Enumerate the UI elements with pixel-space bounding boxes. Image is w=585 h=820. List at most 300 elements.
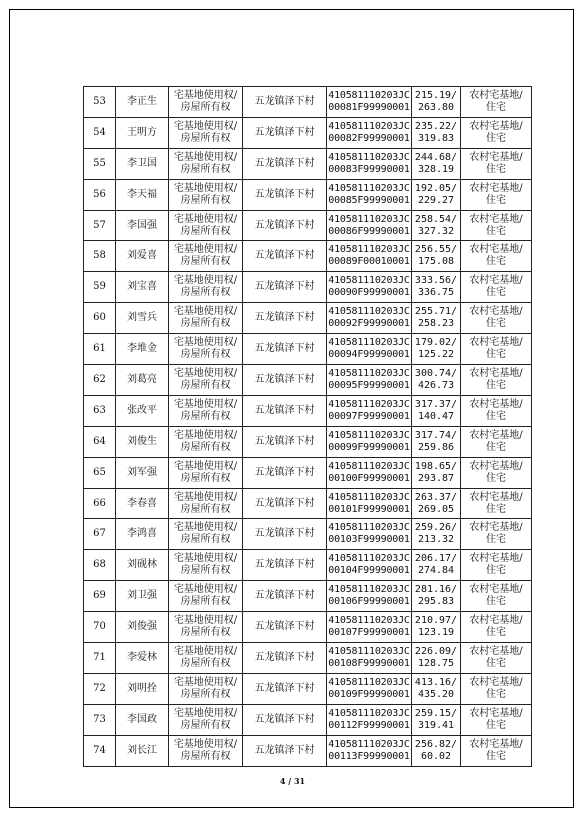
table-row: [84, 334, 532, 365]
right-type-cell-line: 房屋所有权: [180, 441, 231, 453]
row-number-cell: 71: [84, 643, 116, 674]
unit-code-cell-line: 00083F99990001: [328, 163, 410, 175]
owner-name-cell: 李鸿喜: [116, 519, 169, 550]
location-cell: 五龙镇泽下村: [243, 673, 327, 704]
unit-code-cell-line: 00109F99990001: [328, 688, 410, 700]
land-use-cell-line: 住宅: [486, 750, 506, 762]
unit-code-cell-line: 00099F99990001: [328, 441, 410, 453]
unit-code-cell-line: 410581110203JC: [328, 244, 410, 256]
unit-code-cell-line: 410581110203JC: [328, 645, 410, 657]
owner-name-cell: 刘军强: [116, 457, 169, 488]
land-use-cell-line: 住宅: [486, 101, 506, 113]
land-use-cell: [461, 735, 532, 766]
table-row: [84, 488, 532, 519]
table-row: [84, 735, 532, 766]
right-type-cell-line: 房屋所有权: [180, 596, 231, 608]
land-use-cell-line: 农村宅基地/: [469, 460, 523, 472]
unit-code-cell-line: 410581110203JC: [328, 584, 410, 596]
location-cell: 五龙镇泽下村: [243, 457, 327, 488]
area-cell-line: 274.84: [417, 565, 455, 577]
area-cell-line: 259.86: [417, 441, 455, 453]
unit-code-cell-line: 410581110203JC: [328, 398, 410, 410]
area-cell-line: 281.16/: [414, 584, 458, 596]
location-cell: 五龙镇泽下村: [243, 210, 327, 241]
owner-name-cell: 李卫国: [116, 148, 169, 179]
unit-code-cell-line: 410581110203JC: [328, 367, 410, 379]
land-use-cell-line: 住宅: [486, 410, 506, 422]
area-cell-line: 327.32: [417, 225, 455, 237]
land-use-cell-line: 农村宅基地/: [469, 275, 523, 287]
right-type-cell: [169, 673, 243, 704]
unit-code-cell-line: 00081F99990001: [328, 101, 410, 113]
location-cell: 五龙镇泽下村: [243, 303, 327, 334]
table-row: [84, 457, 532, 488]
area-cell: [412, 117, 461, 148]
location-cell: 五龙镇泽下村: [243, 612, 327, 643]
right-type-cell: [169, 365, 243, 396]
area-cell: [412, 673, 461, 704]
right-type-cell-line: 宅基地使用权/: [173, 460, 238, 472]
area-cell: [412, 87, 461, 118]
unit-code-cell-line: 00090F99990001: [328, 287, 410, 299]
right-type-cell: [169, 519, 243, 550]
right-type-cell: [169, 704, 243, 735]
unit-code-cell: [327, 488, 412, 519]
table-row: [84, 550, 532, 581]
right-type-cell: [169, 735, 243, 766]
right-type-cell-line: 房屋所有权: [180, 163, 231, 175]
area-cell-line: 300.74/: [414, 367, 458, 379]
unit-code-cell-line: 00100F99990001: [328, 472, 410, 484]
location-cell: 五龙镇泽下村: [243, 334, 327, 365]
land-use-cell-line: 农村宅基地/: [469, 707, 523, 719]
table-row: [84, 241, 532, 272]
right-type-cell-line: 宅基地使用权/: [173, 707, 238, 719]
land-use-cell: [461, 179, 532, 210]
row-number-cell: 73: [84, 704, 116, 735]
unit-code-cell-line: 00085F99990001: [328, 194, 410, 206]
unit-code-cell-line: 410581110203JC: [328, 429, 410, 441]
land-use-cell-line: 农村宅基地/: [469, 738, 523, 750]
area-cell: [412, 643, 461, 674]
right-type-cell-line: 房屋所有权: [180, 101, 231, 113]
right-type-cell-line: 宅基地使用权/: [173, 553, 238, 565]
right-type-cell-line: 宅基地使用权/: [173, 182, 238, 194]
land-use-cell-line: 农村宅基地/: [469, 213, 523, 225]
land-use-cell-line: 农村宅基地/: [469, 306, 523, 318]
land-use-cell-line: 农村宅基地/: [469, 89, 523, 101]
table-row: [84, 365, 532, 396]
right-type-cell: [169, 303, 243, 334]
owner-name-cell: 李正生: [116, 87, 169, 118]
table-row: [84, 643, 532, 674]
row-number-cell: 69: [84, 581, 116, 612]
land-use-cell-line: 住宅: [486, 565, 506, 577]
location-cell: 五龙镇泽下村: [243, 148, 327, 179]
unit-code-cell: [327, 148, 412, 179]
land-use-cell-line: 住宅: [486, 503, 506, 515]
unit-code-cell-line: 00104F99990001: [328, 565, 410, 577]
area-cell-line: 128.75: [417, 657, 455, 669]
area-cell: [412, 488, 461, 519]
land-use-cell: [461, 334, 532, 365]
unit-code-cell-line: 410581110203JC: [328, 151, 410, 163]
right-type-cell: [169, 643, 243, 674]
owner-name-cell: 刘宝喜: [116, 272, 169, 303]
right-type-cell-line: 房屋所有权: [180, 410, 231, 422]
location-cell: 五龙镇泽下村: [243, 643, 327, 674]
land-use-cell: [461, 395, 532, 426]
right-type-cell: [169, 241, 243, 272]
unit-code-cell-line: 00106F99990001: [328, 596, 410, 608]
land-use-cell-line: 农村宅基地/: [469, 676, 523, 688]
area-cell-line: 235.22/: [414, 120, 458, 132]
land-use-cell-line: 住宅: [486, 688, 506, 700]
unit-code-cell: [327, 550, 412, 581]
area-cell-line: 263.80: [417, 101, 455, 113]
right-type-cell-line: 房屋所有权: [180, 534, 231, 546]
land-use-cell-line: 住宅: [486, 379, 506, 391]
area-cell-line: 192.05/: [414, 182, 458, 194]
land-use-cell: [461, 550, 532, 581]
unit-code-cell: [327, 457, 412, 488]
table-row: [84, 303, 532, 334]
area-cell: [412, 395, 461, 426]
land-use-cell-line: 住宅: [486, 287, 506, 299]
right-type-cell-line: 宅基地使用权/: [173, 151, 238, 163]
land-use-cell-line: 农村宅基地/: [469, 120, 523, 132]
table-row: [84, 395, 532, 426]
owner-name-cell: 刘葛亮: [116, 365, 169, 396]
area-cell: [412, 550, 461, 581]
right-type-cell-line: 房屋所有权: [180, 318, 231, 330]
unit-code-cell-line: 00113F99990001: [328, 750, 410, 762]
land-use-cell-line: 农村宅基地/: [469, 244, 523, 256]
land-use-cell-line: 农村宅基地/: [469, 398, 523, 410]
row-number-cell: 59: [84, 272, 116, 303]
land-use-cell-line: 住宅: [486, 657, 506, 669]
unit-code-cell: [327, 581, 412, 612]
owner-name-cell: 刘卫强: [116, 581, 169, 612]
row-number-cell: 60: [84, 303, 116, 334]
land-use-cell: [461, 488, 532, 519]
table-row: [84, 704, 532, 735]
right-type-cell: [169, 117, 243, 148]
unit-code-cell-line: 410581110203JC: [328, 615, 410, 627]
unit-code-cell-line: 00103F99990001: [328, 534, 410, 546]
right-type-cell: [169, 179, 243, 210]
area-cell: [412, 612, 461, 643]
row-number-cell: 67: [84, 519, 116, 550]
owner-name-cell: 刘爱喜: [116, 241, 169, 272]
unit-code-cell-line: 00082F99990001: [328, 132, 410, 144]
area-cell-line: 319.83: [417, 132, 455, 144]
land-use-cell-line: 住宅: [486, 627, 506, 639]
land-use-cell-line: 住宅: [486, 194, 506, 206]
owner-name-cell: 李堆金: [116, 334, 169, 365]
right-type-cell-line: 房屋所有权: [180, 657, 231, 669]
right-type-cell: [169, 488, 243, 519]
right-type-cell: [169, 457, 243, 488]
row-number-cell: 53: [84, 87, 116, 118]
owner-name-cell: 刘俊生: [116, 426, 169, 457]
unit-code-cell: [327, 117, 412, 148]
area-cell: [412, 457, 461, 488]
right-type-cell: [169, 426, 243, 457]
unit-code-cell: [327, 241, 412, 272]
area-cell-line: 317.37/: [414, 398, 458, 410]
land-use-cell: [461, 581, 532, 612]
property-rights-table: [83, 86, 532, 767]
area-cell: [412, 148, 461, 179]
right-type-cell-line: 宅基地使用权/: [173, 491, 238, 503]
table-row: [84, 519, 532, 550]
owner-name-cell: 刘长江: [116, 735, 169, 766]
unit-code-cell-line: 410581110203JC: [328, 275, 410, 287]
right-type-cell-line: 房屋所有权: [180, 194, 231, 206]
unit-code-cell-line: 00092F99990001: [328, 318, 410, 330]
location-cell: 五龙镇泽下村: [243, 365, 327, 396]
table-row: [84, 87, 532, 118]
unit-code-cell: [327, 735, 412, 766]
land-use-cell-line: 住宅: [486, 163, 506, 175]
row-number-cell: 57: [84, 210, 116, 241]
unit-code-cell-line: 410581110203JC: [328, 522, 410, 534]
right-type-cell-line: 房屋所有权: [180, 750, 231, 762]
table-row: [84, 117, 532, 148]
land-use-cell-line: 农村宅基地/: [469, 429, 523, 441]
right-type-cell-line: 宅基地使用权/: [173, 398, 238, 410]
location-cell: 五龙镇泽下村: [243, 395, 327, 426]
right-type-cell-line: 房屋所有权: [180, 379, 231, 391]
location-cell: 五龙镇泽下村: [243, 581, 327, 612]
owner-name-cell: 张改平: [116, 395, 169, 426]
area-cell-line: 426.73: [417, 379, 455, 391]
right-type-cell: [169, 210, 243, 241]
table-row: [84, 179, 532, 210]
land-use-cell: [461, 241, 532, 272]
right-type-cell-line: 房屋所有权: [180, 688, 231, 700]
land-use-cell: [461, 704, 532, 735]
table-body: [84, 87, 532, 767]
right-type-cell: [169, 334, 243, 365]
right-type-cell-line: 宅基地使用权/: [173, 645, 238, 657]
area-cell-line: 175.08: [417, 256, 455, 268]
right-type-cell: [169, 581, 243, 612]
land-use-cell-line: 农村宅基地/: [469, 491, 523, 503]
row-number-cell: 63: [84, 395, 116, 426]
area-cell-line: 123.19: [417, 627, 455, 639]
unit-code-cell: [327, 87, 412, 118]
row-number-cell: 56: [84, 179, 116, 210]
unit-code-cell-line: 410581110203JC: [328, 491, 410, 503]
location-cell: 五龙镇泽下村: [243, 704, 327, 735]
land-use-cell-line: 住宅: [486, 225, 506, 237]
land-use-cell: [461, 673, 532, 704]
unit-code-cell: [327, 210, 412, 241]
unit-code-cell: [327, 612, 412, 643]
land-use-cell-line: 住宅: [486, 256, 506, 268]
table-row: [84, 673, 532, 704]
area-cell-line: 293.87: [417, 472, 455, 484]
land-use-cell-line: 住宅: [486, 534, 506, 546]
land-use-cell: [461, 87, 532, 118]
row-number-cell: 61: [84, 334, 116, 365]
area-cell-line: 269.05: [417, 503, 455, 515]
right-type-cell-line: 宅基地使用权/: [173, 120, 238, 132]
table-row: [84, 210, 532, 241]
unit-code-cell: [327, 704, 412, 735]
row-number-cell: 62: [84, 365, 116, 396]
area-cell: [412, 581, 461, 612]
right-type-cell-line: 宅基地使用权/: [173, 337, 238, 349]
area-cell-line: 215.19/: [414, 89, 458, 101]
right-type-cell-line: 宅基地使用权/: [173, 522, 238, 534]
row-number-cell: 68: [84, 550, 116, 581]
land-use-cell-line: 住宅: [486, 596, 506, 608]
unit-code-cell-line: 410581110203JC: [328, 337, 410, 349]
land-use-cell-line: 住宅: [486, 719, 506, 731]
land-use-cell: [461, 365, 532, 396]
land-use-cell-line: 农村宅基地/: [469, 615, 523, 627]
area-cell: [412, 365, 461, 396]
land-use-cell: [461, 612, 532, 643]
right-type-cell-line: 宅基地使用权/: [173, 213, 238, 225]
land-use-cell: [461, 303, 532, 334]
unit-code-cell: [327, 673, 412, 704]
area-cell-line: 125.22: [417, 349, 455, 361]
right-type-cell-line: 宅基地使用权/: [173, 676, 238, 688]
land-use-cell: [461, 457, 532, 488]
owner-name-cell: 刘明拴: [116, 673, 169, 704]
unit-code-cell-line: 410581110203JC: [328, 707, 410, 719]
area-cell: [412, 303, 461, 334]
location-cell: 五龙镇泽下村: [243, 117, 327, 148]
unit-code-cell-line: 00112F99990001: [328, 719, 410, 731]
land-use-cell-line: 农村宅基地/: [469, 522, 523, 534]
right-type-cell-line: 宅基地使用权/: [173, 306, 238, 318]
unit-code-cell-line: 410581110203JC: [328, 182, 410, 194]
area-cell-line: 336.75: [417, 287, 455, 299]
owner-name-cell: 刘砚林: [116, 550, 169, 581]
area-cell: [412, 179, 461, 210]
owner-name-cell: 李春喜: [116, 488, 169, 519]
row-number-cell: 55: [84, 148, 116, 179]
land-use-cell-line: 住宅: [486, 472, 506, 484]
area-cell-line: 317.74/: [414, 429, 458, 441]
area-cell: [412, 334, 461, 365]
row-number-cell: 65: [84, 457, 116, 488]
unit-code-cell: [327, 643, 412, 674]
area-cell-line: 229.27: [417, 194, 455, 206]
land-use-cell-line: 农村宅基地/: [469, 151, 523, 163]
unit-code-cell: [327, 365, 412, 396]
unit-code-cell-line: 00094F99990001: [328, 349, 410, 361]
owner-name-cell: 李国强: [116, 210, 169, 241]
area-cell-line: 256.82/: [414, 738, 458, 750]
right-type-cell-line: 房屋所有权: [180, 719, 231, 731]
owner-name-cell: 李爱林: [116, 643, 169, 674]
area-cell-line: 255.71/: [414, 306, 458, 318]
land-use-cell-line: 农村宅基地/: [469, 182, 523, 194]
location-cell: 五龙镇泽下村: [243, 272, 327, 303]
unit-code-cell-line: 00107F99990001: [328, 627, 410, 639]
location-cell: 五龙镇泽下村: [243, 735, 327, 766]
area-cell-line: 244.68/: [414, 151, 458, 163]
right-type-cell-line: 宅基地使用权/: [173, 275, 238, 287]
unit-code-cell-line: 00101F99990001: [328, 503, 410, 515]
land-use-cell: [461, 426, 532, 457]
right-type-cell-line: 房屋所有权: [180, 565, 231, 577]
row-number-cell: 66: [84, 488, 116, 519]
table-row: [84, 612, 532, 643]
area-cell-line: 60.02: [420, 750, 452, 762]
area-cell-line: 319.41: [417, 719, 455, 731]
land-use-cell-line: 住宅: [486, 349, 506, 361]
area-cell-line: 256.55/: [414, 244, 458, 256]
area-cell: [412, 519, 461, 550]
location-cell: 五龙镇泽下村: [243, 241, 327, 272]
land-use-cell: [461, 210, 532, 241]
unit-code-cell: [327, 272, 412, 303]
right-type-cell: [169, 272, 243, 303]
area-cell-line: 435.20: [417, 688, 455, 700]
unit-code-cell: [327, 179, 412, 210]
land-use-cell-line: 农村宅基地/: [469, 337, 523, 349]
location-cell: 五龙镇泽下村: [243, 179, 327, 210]
unit-code-cell-line: 410581110203JC: [328, 120, 410, 132]
right-type-cell-line: 房屋所有权: [180, 627, 231, 639]
row-number-cell: 74: [84, 735, 116, 766]
area-cell-line: 258.23: [417, 318, 455, 330]
unit-code-cell: [327, 303, 412, 334]
area-cell-line: 213.32: [417, 534, 455, 546]
land-use-cell-line: 农村宅基地/: [469, 367, 523, 379]
location-cell: 五龙镇泽下村: [243, 488, 327, 519]
unit-code-cell-line: 00086F99990001: [328, 225, 410, 237]
right-type-cell: [169, 87, 243, 118]
area-cell-line: 413.16/: [414, 676, 458, 688]
area-cell-line: 226.09/: [414, 645, 458, 657]
right-type-cell-line: 房屋所有权: [180, 472, 231, 484]
right-type-cell-line: 宅基地使用权/: [173, 429, 238, 441]
right-type-cell-line: 房屋所有权: [180, 225, 231, 237]
land-use-cell: [461, 272, 532, 303]
row-number-cell: 72: [84, 673, 116, 704]
right-type-cell-line: 房屋所有权: [180, 256, 231, 268]
table-row: [84, 272, 532, 303]
land-use-cell: [461, 643, 532, 674]
owner-name-cell: 李国政: [116, 704, 169, 735]
land-use-cell-line: 农村宅基地/: [469, 584, 523, 596]
area-cell-line: 333.56/: [414, 275, 458, 287]
area-cell: [412, 241, 461, 272]
right-type-cell-line: 房屋所有权: [180, 287, 231, 299]
land-use-cell-line: 住宅: [486, 318, 506, 330]
right-type-cell-line: 宅基地使用权/: [173, 244, 238, 256]
area-cell-line: 206.17/: [414, 553, 458, 565]
area-cell-line: 258.54/: [414, 213, 458, 225]
land-use-cell-line: 住宅: [486, 132, 506, 144]
owner-name-cell: 刘俊强: [116, 612, 169, 643]
unit-code-cell-line: 00108F99990001: [328, 657, 410, 669]
table-row: [84, 148, 532, 179]
area-cell-line: 259.26/: [414, 522, 458, 534]
area-cell: [412, 426, 461, 457]
right-type-cell: [169, 395, 243, 426]
area-cell: [412, 272, 461, 303]
right-type-cell: [169, 550, 243, 581]
